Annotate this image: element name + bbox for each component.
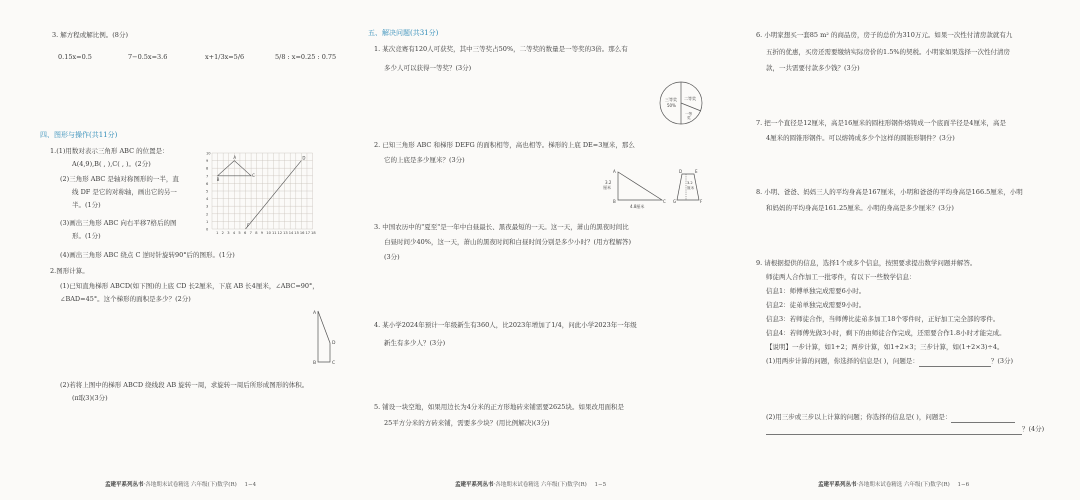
q6-line-1: 6. 小明家想买一套85 m² 的商品房，房子的总价为310万元。如果一次性付清房款就有九 — [756, 31, 1013, 39]
q9-sub-1-score: ？(3分) — [990, 357, 1014, 365]
tz-height-unit: 厘米 — [687, 186, 695, 190]
triangle-trapezoid-figure — [600, 166, 720, 210]
grid-label-F: F — [247, 223, 250, 228]
tri-label-A: A — [613, 169, 616, 174]
tz-label-F: F — [700, 199, 703, 204]
tz-label-E: E — [695, 169, 698, 174]
footer-series: 孟建平系列丛书 — [105, 482, 144, 488]
tz-height-value: 3.2 — [687, 181, 693, 185]
q3-line-1: 3. 中国农历中的"夏至"是一年中白昼最长、黑夜最短的一天。这一天，萧山的黑夜时间比 — [374, 223, 629, 231]
grid-y-tick-label: 5 — [206, 189, 209, 194]
q4-1-text: 1.(1)用数对表示三角形 ABC 的位置是： — [50, 147, 169, 155]
grid-x-tick-label: 14 — [288, 231, 294, 235]
q4-line-2: 新生有多少人？(3分) — [384, 339, 446, 347]
grid-x-tick-label: 5 — [238, 231, 241, 235]
grid-label-D: D — [302, 155, 306, 161]
q4-3-line-2: 形。(1分) — [72, 232, 101, 240]
pie-label-second-prize: 二等奖 — [684, 96, 696, 101]
footer — [105, 480, 256, 488]
q6-line-2: 五折的优惠，买房还需要缴纳实际房价的1.5%的契税。小明家如果选择一次性付清房 — [766, 48, 1011, 56]
q9-sub-2 — [766, 412, 1015, 423]
tri-label-C: C — [663, 199, 666, 204]
q5-line-2: 25平方分米的方砖来铺，需要多少块？(用比例解决)(3分) — [384, 419, 550, 427]
footer-title: ·各地期末试卷精选 六年级(下)数学(R) — [493, 482, 587, 488]
q4-2-2-line-2: (π取3)(3分) — [72, 394, 108, 402]
q8-line-2: 和妈妈的平均身高是161.25厘米。小明的身高是多少厘米？(3分) — [766, 204, 954, 212]
grid-x-tick-label: 13 — [283, 231, 288, 235]
page-3 — [720, 0, 1080, 500]
footer-series: 孟建平系列丛书 — [455, 482, 494, 488]
grid-y-tick-label: 2 — [206, 212, 209, 217]
q4-2-line-3: 半。(1分) — [72, 201, 101, 209]
grid-x-tick-label: 10 — [266, 231, 271, 235]
question-3-title: 3. 解方程或解比例。(8分) — [52, 31, 128, 39]
grid-x-tick-label: 6 — [244, 231, 247, 235]
footer-page: 1−4 — [244, 482, 257, 488]
pie-label-first-prize-1: 一等 — [685, 112, 693, 116]
pie-label-first-prize-2: 奖 — [687, 116, 691, 120]
answer-blank-3[interactable] — [766, 434, 1022, 435]
tz-label-D: D — [679, 169, 683, 174]
footer-series: 孟建平系列丛书 — [818, 482, 857, 488]
grid-label-C: C — [252, 172, 255, 178]
trap-label-B: B — [313, 361, 317, 366]
footer-title: ·各地期末试卷精选 六年级(下)数学(R) — [856, 482, 950, 488]
grid-x-tick-label: 17 — [305, 231, 311, 235]
q2-line-1: 2. 已知三角形 ABC 和梯形 DEFG 的面积相等，高也相等。梯形的上底 DE=3厘米，那么 — [374, 141, 635, 149]
q4-2-line-2: 线 DF 是它的对称轴，画出它的另一 — [72, 188, 177, 196]
grid-y-tick-label: 0 — [206, 227, 209, 232]
footer — [818, 480, 969, 488]
grid-x-tick-label: 11 — [271, 231, 277, 235]
grid-label-B: B — [216, 176, 220, 182]
grid-label-A: A — [233, 155, 237, 161]
grid-y-tick-label: 3 — [206, 204, 209, 209]
q6-line-3: 款，一共需要付款多少钱？(3分) — [766, 64, 860, 72]
grid-y-tick-label: 9 — [206, 159, 209, 164]
q9-sub-2-score: ？(4分) — [1022, 425, 1045, 433]
q9-line-1: 9. 请根据提供的信息，选择1个或多个信息，按照要求提出数学问题并解答。 — [756, 259, 977, 267]
q2-line-2: 它的上底是多少厘米？(3分) — [384, 156, 465, 164]
q4-3-line-1: (3)画出三角形 ABC 向右平移7格后的图 — [60, 219, 177, 227]
grid-x-tick-label: 12 — [277, 231, 283, 235]
answer-blank-1[interactable] — [919, 366, 991, 367]
coordinate-grid — [202, 145, 352, 235]
q3-line-3: (3分) — [384, 253, 400, 261]
q9-info-1: 信息1：师傅单独完成需要6小时。 — [766, 287, 866, 295]
grid-x-tick-label: 8 — [255, 231, 258, 235]
q9-sub-1-text: (1)用两步计算的问题，你选择的信息是( )，问题是： — [766, 357, 919, 365]
page-2 — [360, 0, 720, 500]
q9-sub-2-text: (2)用三步或三步以上计算的问题；你选择的信息是( )，问题是： — [766, 413, 952, 421]
q1-line-2: 多少人可以获得一等奖？(3分) — [384, 64, 472, 72]
footer-page: 1−5 — [594, 482, 607, 488]
q1-line-1: 1. 某次竞赛有120人可获奖，其中三等奖占50%，二等奖的数量是一等奖的3倍。那么有 — [374, 45, 628, 53]
q5-line-1: 5. 铺设一块空地，如果用边长为4分米的正方形地砖来铺需要2625块。如果改用面积是 — [374, 403, 624, 411]
q4-2-2-line-1: (2)若将上图中的梯形 ABCD 绕线段 AB 旋转一周，求旋转一周后所形成图形的体积。 — [60, 381, 309, 389]
footer-page: 1−6 — [957, 482, 970, 488]
q4-4-text: (4)画出三角形 ABC 绕点 C 逆时针旋转90°后的图形。(1分) — [60, 251, 235, 259]
q9-line-2: 师徒两人合作加工一批零件，有以下一些数学信息： — [766, 273, 916, 281]
q7-line-2: 4厘米的圆锥形钢件。可以熔铸成多少个这样的圆锥形钢件？(3分) — [766, 134, 955, 142]
grid-x-tick-label: 18 — [311, 231, 316, 235]
grid-y-tick-label: 7 — [206, 174, 209, 179]
tri-base-label: 4.8厘米 — [630, 204, 645, 209]
trap-label-D: D — [332, 341, 336, 346]
grid-y-tick-label: 8 — [206, 166, 209, 171]
section-4-title: 四、图形与操作(共11分) — [40, 131, 118, 139]
q7-line-1: 7. 把一个直径是12厘米，高是16厘米的圆柱形钢件熔铸成一个底面半径是4厘米，高是 — [756, 119, 1006, 127]
q4-2-line-1: (2)三角形 ABC 是轴对称图形的一半，直 — [60, 175, 179, 183]
q4-line-1: 4. 某小学2024年预计一年级新生有360人，比2023年增加了1/4，问此小学2023年一年级 — [374, 321, 637, 329]
footer — [455, 480, 606, 488]
grid-y-tick-label: 6 — [206, 181, 209, 186]
tri-height-value: 3.2 — [605, 180, 612, 185]
footer-title: ·各地期末试卷精选 六年级(下)数学(R) — [143, 482, 237, 488]
pie-chart-figure — [658, 80, 704, 126]
equation-1: 0.15x=0.5 — [58, 53, 92, 61]
pie-label-third-prize: 三等奖 — [665, 97, 677, 102]
q3-line-2: 白昼时间少40%，这一天，萧山的黑夜时间和白昼时间分别是多少小时？(用方程解答) — [384, 238, 632, 246]
grid-x-tick-label: 7 — [249, 231, 252, 235]
equation-2: 7−0.5x=3.6 — [128, 53, 168, 61]
grid-x-tick-label: 3 — [227, 231, 230, 235]
q9-sub-1 — [766, 356, 1013, 367]
section-5-title: 五、解决问题(共31分) — [368, 29, 439, 37]
grid-y-tick-label: 10 — [206, 151, 211, 156]
equation-3: x+1/3x=5/6 — [205, 53, 245, 61]
grid-y-tick-label: 4 — [206, 197, 209, 202]
pie-label-third-percent: 50% — [667, 103, 676, 108]
q4-2-1-line-2: ∠BAD=45°。这个梯形的面积是多少？(2分) — [60, 295, 191, 303]
q9-sub-2-line-2 — [766, 424, 1044, 435]
q4-1-coords: A(4,9),B( , ),C( , )。(2分) — [72, 160, 151, 168]
grid-x-tick-label: 4 — [232, 231, 236, 235]
q9-info-3: 信息3：若师徒合作，当师傅比徒弟多加工18个零件时，正好加工完全部的零件。 — [766, 315, 1000, 323]
q4-2-1-line-1: (1)已知直角梯形 ABCD(如下图)的上底 CD 长2厘米，下底 AB 长4厘米，∠ABC=90°， — [60, 282, 319, 290]
q9-info-4: 信息4：若师傅先做3小时，剩下的由师徒合作完成，还需要合作1.8小时才能完成。 — [766, 329, 1006, 337]
tri-label-B: B — [613, 199, 616, 204]
q9-note: 【说明】一步计算，如1+2；两步计算，如1+2×3；三步计算，如(1+2×3)÷4。 — [766, 343, 1004, 351]
q9-info-2: 信息2：徒弟单独完成需要9小时。 — [766, 301, 866, 309]
grid-x-tick-label: 9 — [260, 231, 264, 235]
q8-line-1: 8. 小明、爸爸、妈妈三人的平均身高是167厘米，小明和爸爸的平均身高是166.5厘米，小明 — [756, 188, 1023, 196]
answer-blank-2[interactable] — [951, 422, 1015, 423]
trap-label-A: A — [313, 311, 317, 316]
trap-label-C: C — [332, 361, 336, 366]
grid-x-tick-label: 1 — [216, 231, 219, 235]
equation-4: 5/8 : x=0.25 : 0.75 — [275, 53, 337, 61]
trapezoid-figure — [300, 305, 340, 365]
page-1 — [0, 0, 360, 500]
tri-height-unit: 厘米 — [603, 185, 611, 190]
tz-label-G: G — [673, 199, 677, 204]
grid-x-tick-label: 2 — [221, 231, 224, 235]
grid-y-tick-label: 1 — [206, 219, 209, 224]
grid-x-tick-label: 15 — [294, 231, 299, 235]
q4-part2-title: 2.图形计算。 — [50, 267, 89, 275]
grid-x-tick-label: 16 — [299, 231, 305, 235]
